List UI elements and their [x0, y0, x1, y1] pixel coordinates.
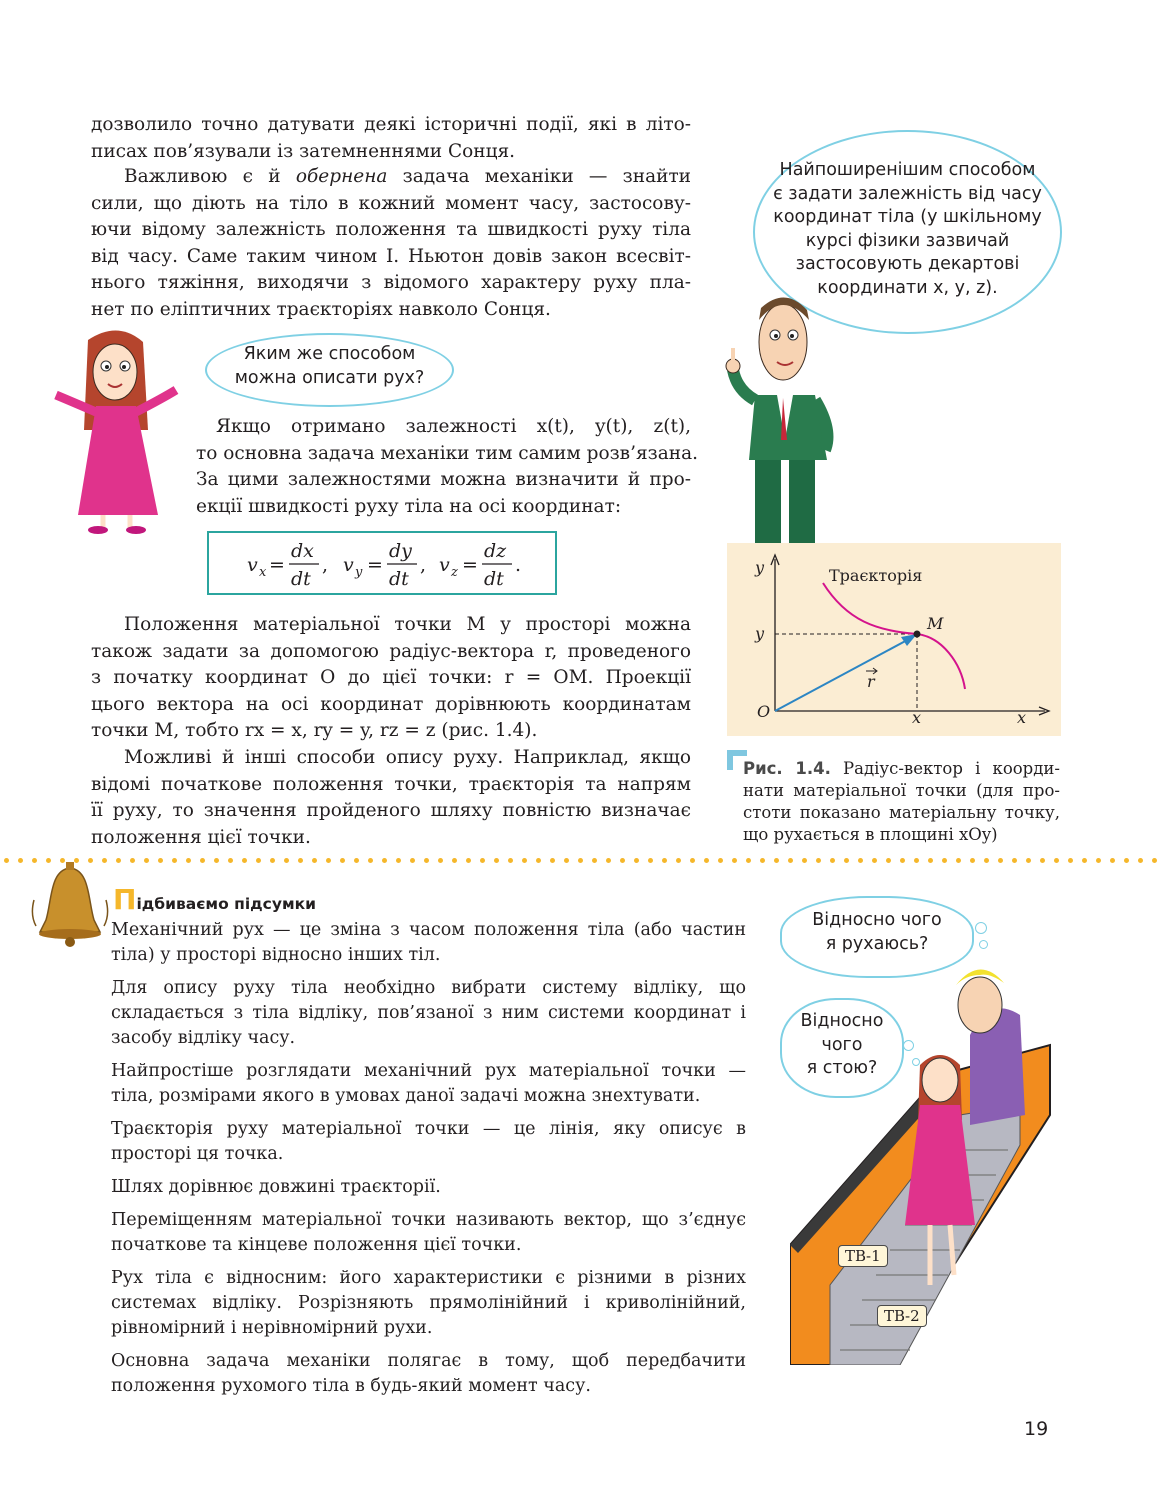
summary-title-initial: П — [113, 883, 137, 916]
separator-dot — [424, 858, 429, 863]
svg-text:=: = — [367, 554, 383, 576]
separator-dot — [144, 858, 149, 863]
summary-item: Найпростіше розглядати механічний рух матеріальної точки — тіла, розмірами якого в умовах даної задачі можна знехтувати. — [111, 1061, 746, 1106]
summary-item: Механічний рух — це зміна з часом положення тіла (або частин тіла) у просторі відносно інших тіл. — [111, 920, 746, 965]
separator-dot — [1124, 858, 1129, 863]
svg-text:=: = — [462, 554, 478, 576]
text-line: Положення матеріальної точки M у просторі можна — [124, 614, 691, 635]
separator-dot — [1040, 858, 1045, 863]
point-label: M — [927, 614, 944, 633]
formula-v: v — [247, 554, 258, 576]
thought-dot — [979, 940, 988, 949]
separator-dot — [648, 858, 653, 863]
velocity-formula — [209, 533, 555, 593]
bubble-line: застосовують декартові — [795, 254, 1020, 274]
separator-dot — [18, 858, 23, 863]
separator-dot — [172, 858, 177, 863]
caption-line: стоти показано матеріальну точку, — [743, 803, 1060, 822]
separator-dot — [676, 858, 681, 863]
separator-dot — [550, 858, 555, 863]
figure-radius-vector — [727, 543, 1061, 736]
separator-dot — [620, 858, 625, 863]
separator-dot — [592, 858, 597, 863]
boy-thought-bubble — [780, 896, 974, 978]
bubble-line: Відносно чого — [812, 910, 942, 930]
x-axis-label: x — [1017, 708, 1027, 727]
thought-dot — [912, 1058, 920, 1066]
escalator-label-tv2: ТВ-2 — [877, 1305, 927, 1327]
caption-label: Рис. 1.4. — [743, 759, 831, 778]
figure-reference-line[interactable]: точки M, тобто rx = x, ry = y, rz = z (рис. 1.4). — [91, 720, 538, 741]
separator-dot — [256, 858, 261, 863]
separator-dot — [774, 858, 779, 863]
separator-dot — [1068, 858, 1073, 863]
text-line: цього вектора на осі координат дорівнюють координатам — [91, 693, 691, 715]
escalator-label-tv1: ТВ-1 — [838, 1245, 888, 1267]
separator-dot — [214, 858, 219, 863]
separator-dot — [242, 858, 247, 863]
separator-dot — [116, 858, 121, 863]
separator-dot — [466, 858, 471, 863]
other-methods-paragraph — [91, 745, 691, 851]
svg-text:=: = — [269, 554, 285, 576]
text-line: Якщо отримано залежності x(t), y(t), z(t), — [216, 416, 691, 437]
separator-dot — [606, 858, 611, 863]
girl-thought-bubble — [780, 998, 904, 1098]
intro-paragraph — [91, 112, 691, 165]
separator-dot — [1012, 858, 1017, 863]
page-number: 19 — [1024, 1418, 1049, 1440]
section-separator — [0, 858, 1162, 864]
summary-item: Шлях дорівнює довжині траєкторії. — [111, 1177, 441, 1197]
separator-dot — [816, 858, 821, 863]
separator-dot — [130, 858, 135, 863]
separator-dot — [312, 858, 317, 863]
text-line: також задати за допомогою радіус-вектора r, проведеного — [91, 640, 691, 662]
girl-illustration — [48, 320, 188, 540]
summary-title — [113, 883, 317, 916]
bubble-line: Найпоширенішим способом — [779, 160, 1036, 180]
formula-v: v — [439, 554, 450, 576]
separator-dot — [368, 858, 373, 863]
svg-text:,: , — [322, 554, 329, 576]
bubble-line: я стою? — [806, 1058, 878, 1078]
summary-item: Переміщенням матеріальної точки називають вектор, що з’єднує початкове та кінцеве положення цієї точки. — [111, 1210, 746, 1255]
summary-title-text: ідбиваємо підсумки — [136, 895, 317, 913]
separator-dot — [830, 858, 835, 863]
separator-dot — [494, 858, 499, 863]
text-line: нього тяжіння, виходячи з відомого характеру руху пла- — [91, 272, 691, 293]
summary-item: Основна задача механіки полягає в тому, щоб передбачити положення рухомого тіла в будь-який момент часу. — [111, 1351, 746, 1396]
text-line: писах пов’язували із затемненнями Сонця. — [91, 140, 516, 162]
separator-dot — [284, 858, 289, 863]
formula-num: dx — [291, 540, 314, 562]
inverse-task-paragraph — [91, 164, 691, 323]
summary-item: Для опису руху тіла необхідно вибрати систему відліку, що складається з тіла відліку, пов’язаної з ним системи координат і засобу відліку часу. — [111, 978, 746, 1048]
separator-dot — [872, 858, 877, 863]
formula-sub: y — [355, 565, 363, 580]
text-line: то основна задача механіки тим самим розв’язана. — [196, 442, 698, 464]
text-line: з початку координат O до цієї точки: r = OM. Проекції — [91, 667, 691, 688]
svg-text:,: , — [420, 554, 427, 576]
text-line: екції швидкості руху тіла на осі координат: — [196, 495, 622, 517]
separator-dot — [158, 858, 163, 863]
separator-dot — [662, 858, 667, 863]
figure-caption — [727, 750, 1060, 846]
caption-line: що рухається в площині xOy) — [743, 825, 998, 844]
separator-dot — [1110, 858, 1115, 863]
y-tick-label: y — [755, 624, 765, 643]
separator-dot — [536, 858, 541, 863]
separator-dot — [326, 858, 331, 863]
separator-dot — [522, 858, 527, 863]
separator-dot — [1152, 858, 1157, 863]
separator-dot — [1096, 858, 1101, 863]
bubble-line: Яким же способом — [243, 344, 416, 364]
formula-sub: x — [259, 565, 267, 580]
separator-dot — [634, 858, 639, 863]
separator-dot — [858, 858, 863, 863]
bubble-line: координат тіла (у шкільному — [773, 207, 1042, 227]
bubble-line: Відносно — [800, 1011, 884, 1031]
position-paragraph — [91, 612, 691, 745]
separator-dot — [956, 858, 961, 863]
separator-dot — [704, 858, 709, 863]
text-line: відомі початкове положення точки, траєкторія та напрям — [91, 773, 691, 795]
separator-dot — [438, 858, 443, 863]
girl-question-bubble — [205, 333, 454, 407]
point-m — [914, 631, 921, 638]
separator-dot — [452, 858, 457, 863]
separator-dot — [480, 858, 485, 863]
bubble-line: можна описати рух? — [234, 367, 425, 388]
formula-den: dt — [291, 568, 311, 590]
separator-dot — [228, 858, 233, 863]
separator-dot — [340, 858, 345, 863]
separator-dot — [578, 858, 583, 863]
summary-item: Траєкторія руху матеріальної точки — це лінія, яку описує в просторі ця точка. — [111, 1119, 746, 1164]
text-line: ючи відому залежність положення та швидкості руху тіла — [91, 219, 691, 240]
separator-dot — [914, 858, 919, 863]
formula-den: dt — [484, 568, 504, 590]
caption-corner-mark — [727, 750, 747, 770]
formula-num: dy — [389, 540, 412, 562]
separator-dot — [4, 858, 9, 863]
text-line: Важливою є й обернена задача механіки — знайти — [124, 166, 692, 187]
separator-dot — [354, 858, 359, 863]
separator-dot — [508, 858, 513, 863]
x-tick-label: x — [912, 708, 922, 727]
separator-dot — [396, 858, 401, 863]
thought-dot — [975, 922, 987, 934]
formula-v: v — [343, 554, 354, 576]
bubble-line: чого — [821, 1034, 863, 1055]
separator-dot — [900, 858, 905, 863]
text-line: За цими залежностями можна визначити й про- — [196, 469, 691, 490]
separator-dot — [270, 858, 275, 863]
text-line: від часу. Саме таким чином І. Ньютон довів закон всесвіт- — [91, 245, 691, 267]
separator-dot — [410, 858, 415, 863]
bubble-line: є задати залежність від часу — [773, 183, 1042, 204]
thought-dot — [903, 1040, 914, 1051]
caption-line: нати матеріальної точки (для про- — [743, 781, 1060, 800]
formula-num: dz — [484, 540, 507, 562]
origin-label: O — [757, 702, 771, 721]
separator-dot — [802, 858, 807, 863]
separator-dot — [186, 858, 191, 863]
separator-dot — [564, 858, 569, 863]
formula-sub: z — [451, 565, 458, 580]
separator-dot — [200, 858, 205, 863]
separator-dot — [382, 858, 387, 863]
separator-dot — [942, 858, 947, 863]
separator-dot — [718, 858, 723, 863]
separator-dot — [1054, 858, 1059, 863]
caption-line: Рис. 1.4. Радіус-вектор і коорди- — [743, 759, 1060, 778]
svg-text:.: . — [515, 554, 522, 576]
y-axis-label: y — [755, 558, 765, 577]
separator-dot — [1138, 858, 1143, 863]
text-line: положення цієї точки. — [91, 826, 311, 848]
separator-dot — [690, 858, 695, 863]
separator-dot — [1026, 858, 1031, 863]
vector-label: r — [867, 672, 875, 691]
summary-list — [111, 918, 746, 1407]
separator-dot — [732, 858, 737, 863]
formula-den: dt — [389, 568, 409, 590]
dependence-paragraph — [196, 414, 698, 520]
separator-dot — [970, 858, 975, 863]
separator-dot — [998, 858, 1003, 863]
separator-dot — [298, 858, 303, 863]
text-line: сили, що діють на тіло в кожний момент часу, застосову- — [91, 192, 691, 214]
separator-dot — [1082, 858, 1087, 863]
bubble-line: я рухаюсь? — [825, 933, 929, 954]
separator-dot — [760, 858, 765, 863]
bubble-line: курсі фізики зазвичай — [805, 230, 1010, 251]
separator-dot — [746, 858, 751, 863]
teacher-illustration — [715, 290, 845, 545]
velocity-formula-box — [207, 531, 557, 595]
summary-item: Рух тіла є відносним: його характеристики є різними в різних системах відліку. Розрізняють прямолінійний і криволінійний, рівномірний і нерівномірний рухи. — [111, 1268, 746, 1338]
text-line: Можливі й інші способи опису руху. Наприклад, якщо — [124, 747, 691, 768]
bubble-line: координати x, y, z). — [817, 277, 998, 298]
bell-icon — [30, 860, 110, 950]
separator-dot — [788, 858, 793, 863]
text-line: нет по еліптичних траєкторіях навколо Сонця. — [91, 298, 551, 320]
trajectory-label: Траєкторія — [829, 566, 923, 585]
separator-dot — [984, 858, 989, 863]
text-line: її руху, то значення пройденого шляху повністю визначає — [91, 800, 691, 821]
separator-dot — [886, 858, 891, 863]
separator-dot — [844, 858, 849, 863]
text-line: дозволило точно датувати деякі історичні події, які в літо- — [91, 114, 691, 135]
separator-dot — [928, 858, 933, 863]
